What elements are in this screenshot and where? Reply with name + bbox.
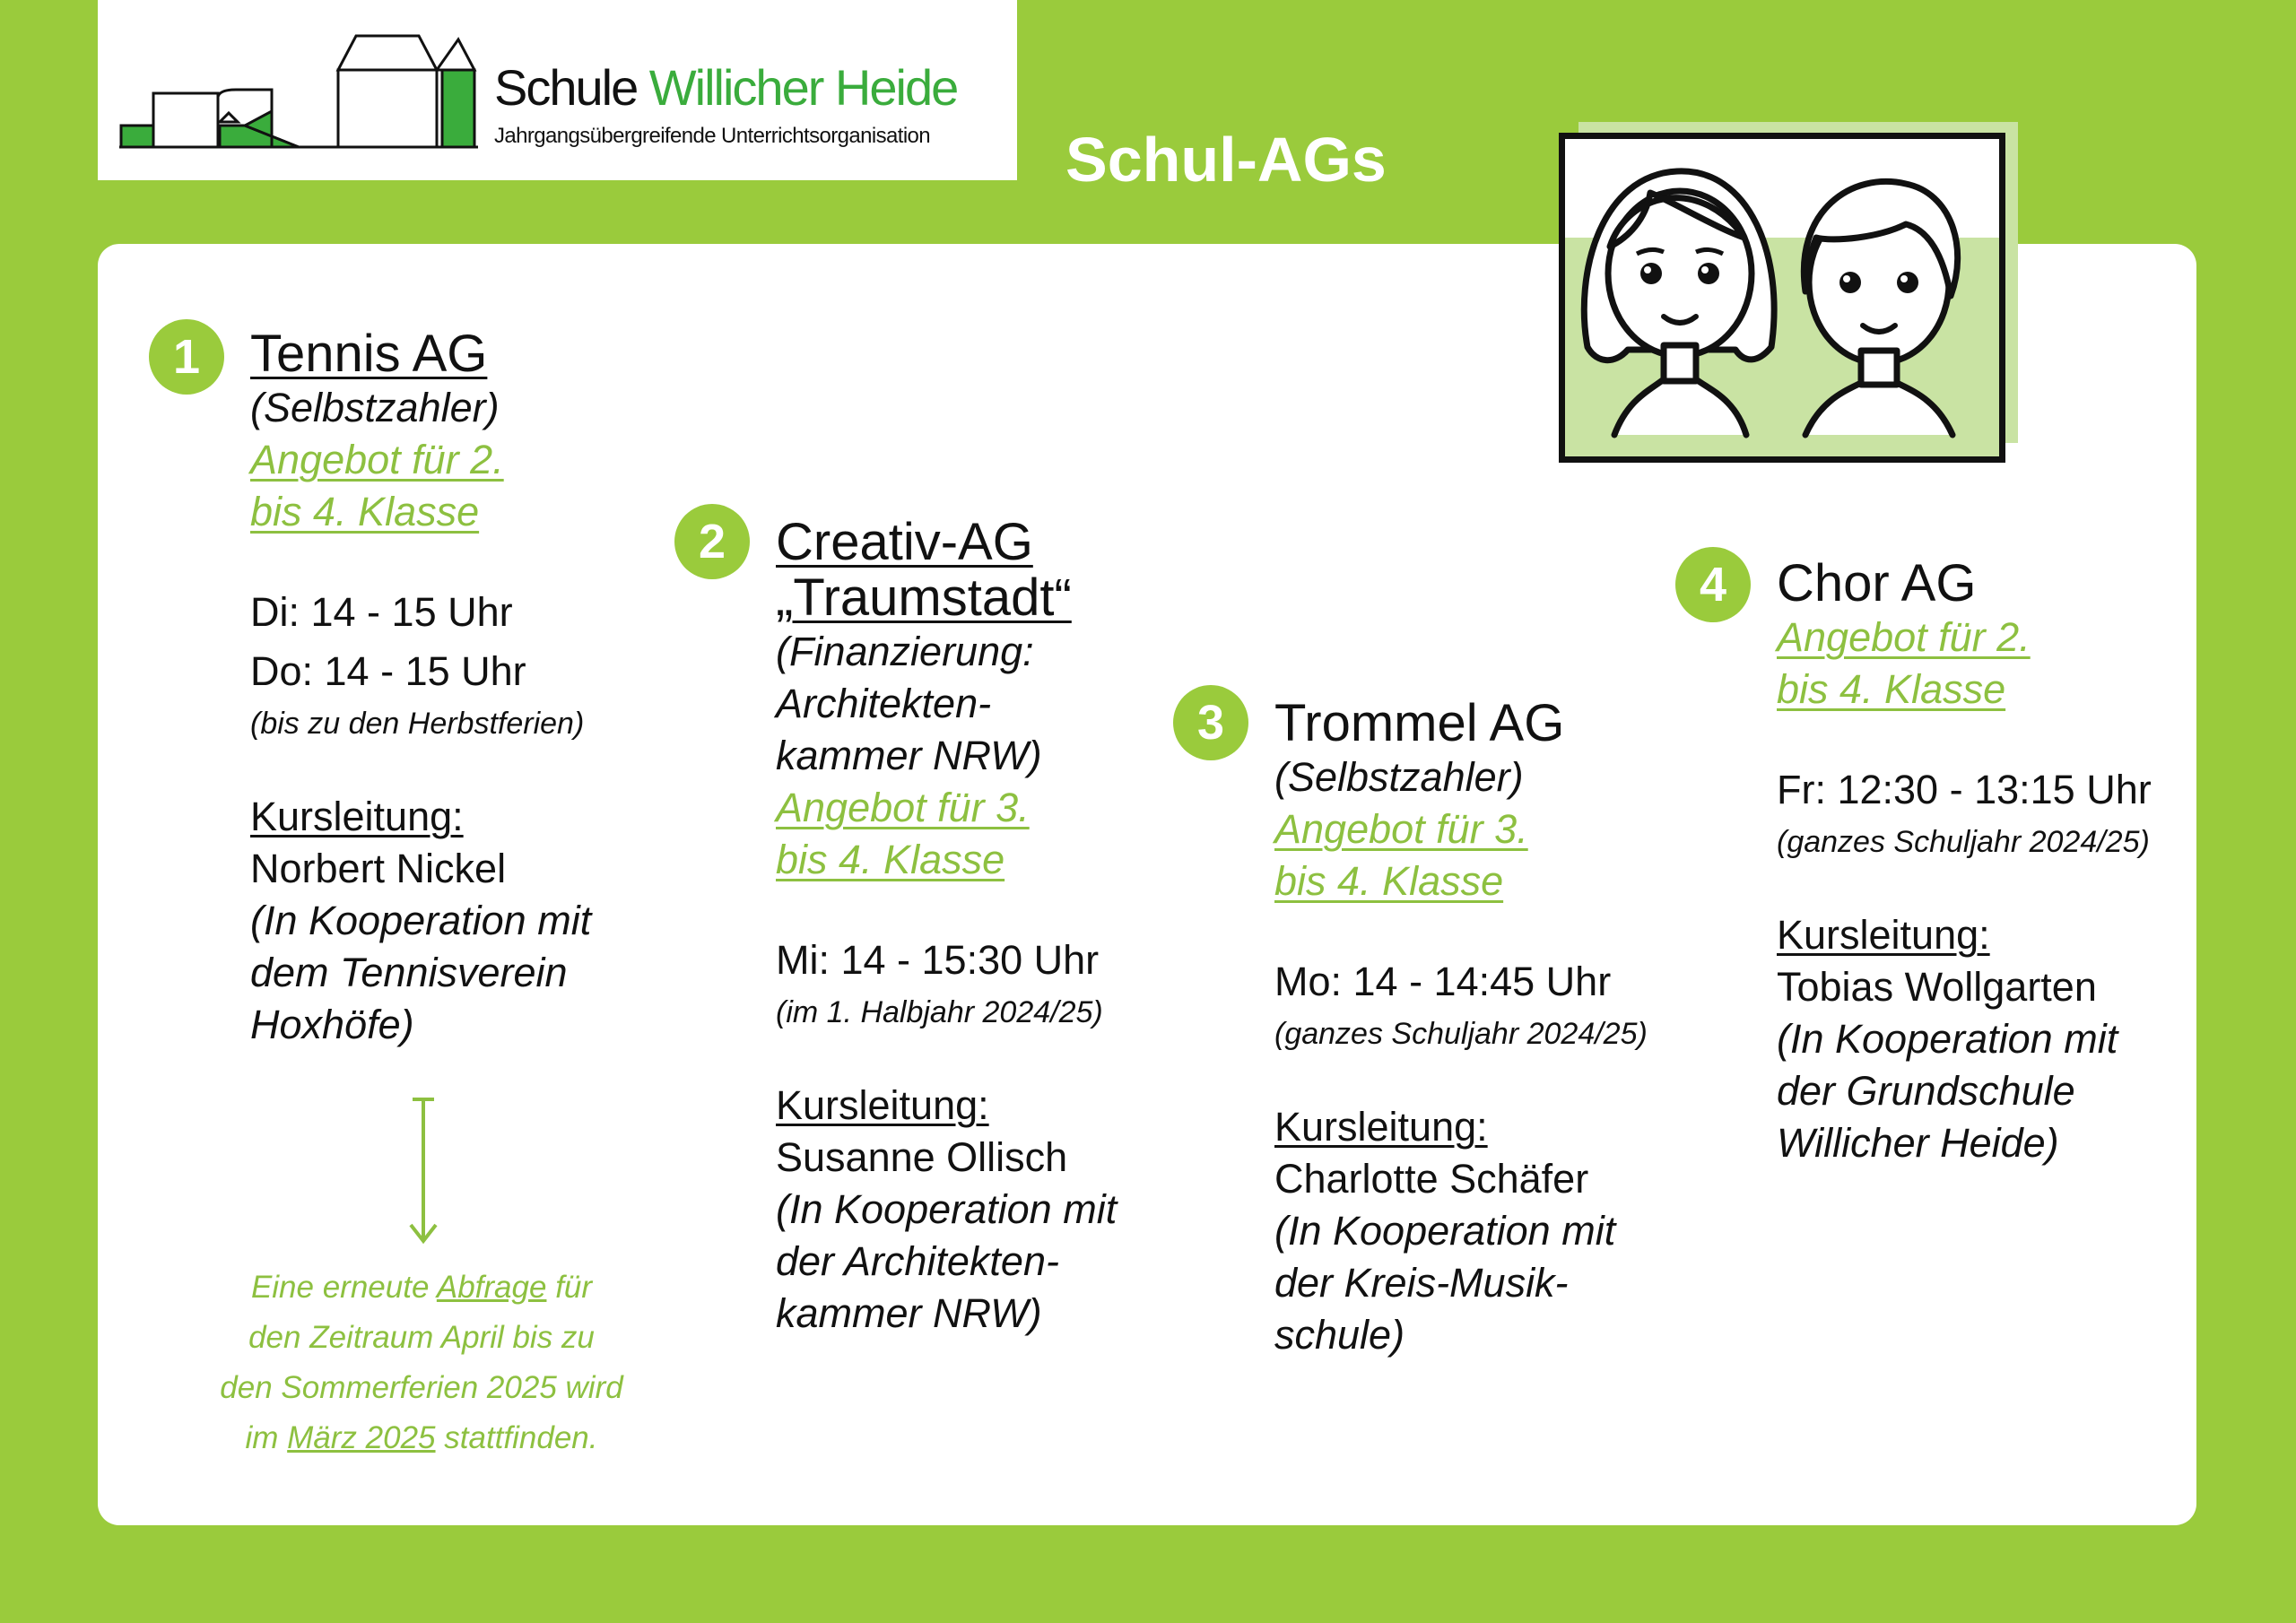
illustration-frame bbox=[1559, 133, 2005, 463]
ag-period: (im 1. Halbjahr 2024/25) bbox=[776, 995, 1103, 1029]
ag-leader: Susanne Ollisch bbox=[776, 1134, 1068, 1180]
arrow-down-icon bbox=[405, 1096, 441, 1248]
ag-title: Tennis AG bbox=[250, 325, 488, 383]
ag-number-badge: 4 bbox=[1675, 547, 1751, 622]
ag-time: Mi: 14 - 15:30 Uhr bbox=[776, 937, 1100, 983]
school-subtitle: Jahrgangsübergreifende Unterrichtsorganisation bbox=[494, 124, 931, 148]
ag-leader-label: Kursleitung: bbox=[250, 794, 464, 839]
ag-cooperation: (In Kooperation mit bbox=[1777, 1016, 2118, 1062]
ag-column-chor bbox=[1777, 556, 2152, 1169]
ag-funding: (Selbstzahler) bbox=[1274, 754, 1524, 800]
page-title: Schul-AGs bbox=[1065, 125, 1387, 195]
ag-leader-label: Kursleitung: bbox=[1777, 912, 1990, 958]
ag-cooperation: der Grundschule bbox=[1777, 1068, 2075, 1114]
ag-time: Do: 14 - 15 Uhr bbox=[250, 648, 526, 694]
ag-cooperation: Hoxhöfe) bbox=[250, 1002, 414, 1047]
ag-offer: bis 4. Klasse bbox=[1777, 666, 2006, 712]
ag-offer: bis 4. Klasse bbox=[776, 837, 1005, 882]
ag-funding: (Selbstzahler) bbox=[250, 385, 500, 430]
ag-offer: Angebot für 2. bbox=[250, 437, 504, 482]
ag-column-tennis bbox=[250, 326, 591, 1051]
school-logo-box bbox=[98, 0, 1017, 180]
ag-period: (bis zu den Herbstferien) bbox=[250, 707, 585, 741]
two-children-portrait-icon bbox=[1565, 139, 1999, 456]
ag-time: Mo: 14 - 14:45 Uhr bbox=[1274, 959, 1612, 1004]
ag-title: Chor AG bbox=[1777, 554, 1977, 612]
ag-cooperation: schule) bbox=[1274, 1312, 1405, 1358]
ag-funding: (Finanzierung: bbox=[776, 629, 1034, 674]
ag-offer: Angebot für 3. bbox=[776, 785, 1030, 830]
ag-cooperation: der Architekten- bbox=[776, 1238, 1059, 1284]
ag-offer: Angebot für 3. bbox=[1274, 806, 1528, 852]
ag-time: Di: 14 - 15 Uhr bbox=[250, 589, 513, 635]
ag-title: Creativ-AG bbox=[776, 513, 1033, 571]
survey-note: Eine erneute Abfrage für den Zeitraum April bis zu den Sommerferien 2025 wird im März 2025 stattfinden. bbox=[220, 1270, 623, 1455]
ag-cooperation: der Kreis-Musik- bbox=[1274, 1260, 1569, 1306]
ag-funding: kammer NRW) bbox=[776, 733, 1042, 778]
ag-offer: bis 4. Klasse bbox=[1274, 858, 1504, 904]
ag-offer: bis 4. Klasse bbox=[250, 489, 480, 534]
ag-cooperation: Willicher Heide) bbox=[1777, 1120, 2059, 1166]
ag-leader: Charlotte Schäfer bbox=[1274, 1156, 1589, 1202]
ag-number-badge: 2 bbox=[674, 504, 750, 579]
ag-number-badge: 3 bbox=[1173, 685, 1248, 760]
ag-period: (ganzes Schuljahr 2024/25) bbox=[1274, 1017, 1648, 1051]
ag-cooperation: (In Kooperation mit bbox=[776, 1186, 1118, 1232]
ag-cooperation: kammer NRW) bbox=[776, 1290, 1042, 1336]
school-name: Schule Willicher Heide bbox=[494, 59, 958, 116]
ag-title: Trommel AG bbox=[1274, 694, 1565, 752]
ag-funding: Architekten- bbox=[776, 681, 992, 726]
ag-cooperation: (In Kooperation mit bbox=[250, 898, 592, 943]
ag-offer: Angebot für 2. bbox=[1777, 614, 2031, 660]
school-building-logo-icon bbox=[119, 32, 496, 149]
ag-leader-label: Kursleitung: bbox=[1274, 1104, 1488, 1150]
ag-title: „Traumstadt“ bbox=[776, 568, 1072, 627]
ag-number-badge: 1 bbox=[149, 319, 224, 395]
ag-cooperation: (In Kooperation mit bbox=[1274, 1208, 1616, 1254]
ag-period: (ganzes Schuljahr 2024/25) bbox=[1777, 825, 2150, 859]
ag-column-trommel bbox=[1274, 696, 1648, 1361]
ag-leader: Norbert Nickel bbox=[250, 846, 507, 891]
ag-leader: Tobias Wollgarten bbox=[1777, 964, 2097, 1010]
ag-leader-label: Kursleitung: bbox=[776, 1082, 989, 1128]
ag-time: Fr: 12:30 - 13:15 Uhr bbox=[1777, 767, 2152, 812]
ag-column-creativ bbox=[776, 515, 1117, 1340]
ag-cooperation: dem Tennisverein bbox=[250, 950, 568, 995]
